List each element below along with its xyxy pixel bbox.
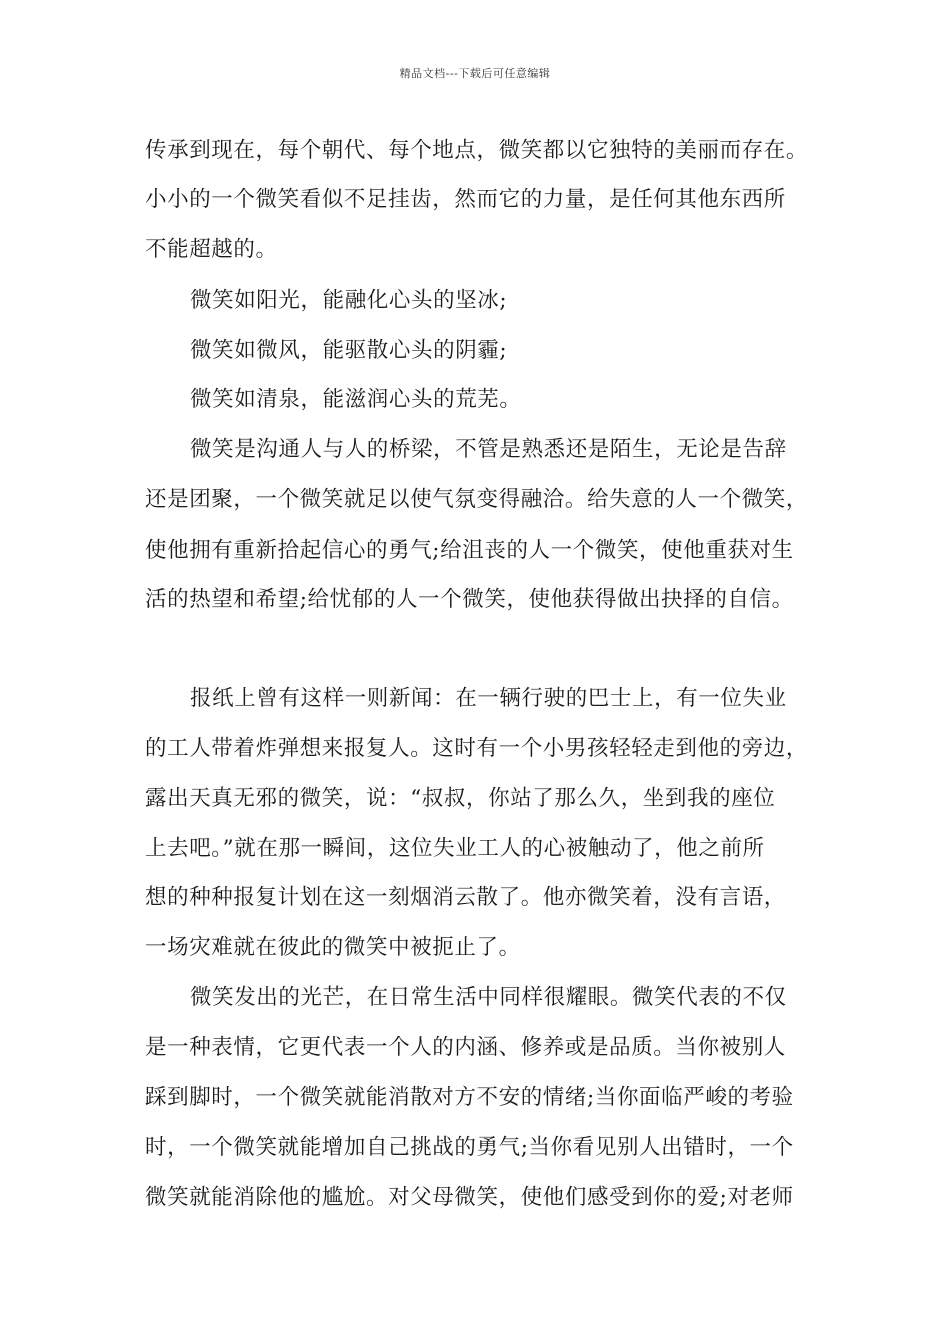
text-line: 微笑如清泉，能滋润心头的荒芜。 (190, 387, 522, 412)
text-line: 时，一个微笑就能增加自己挑战的勇气;当你看见别人出错时，一个 (145, 1135, 794, 1160)
text-line: 的工人带着炸弹想来报复人。这时有一个小男孩轻轻走到他的旁边， (145, 736, 809, 761)
text-line: 小小的一个微笑看似不足挂齿，然而它的力量，是任何其他东西所 (145, 187, 786, 212)
text-line: 踩到脚时，一个微笑就能消散对方不安的情绪;当你面临严峻的考验 (145, 1085, 794, 1110)
text-line: 想的种种报复计划在这一刻烟消云散了。他亦微笑着，没有言语， (145, 885, 786, 910)
text-line: 活的热望和希望;给忧郁的人一个微笑，使他获得做出抉择的自信。 (145, 587, 794, 612)
text-line: 微笑发出的光芒，在日常生活中同样很耀眼。微笑代表的不仅 (190, 985, 787, 1010)
text-line: 微笑如微风，能驱散心头的阴霾; (190, 338, 508, 363)
text-line: 还是团聚，一个微笑就足以使气氛变得融洽。给失意的人一个微笑， (145, 487, 809, 512)
text-line: 微笑就能消除他的尴尬。对父母微笑，使他们感受到你的爱;对老师 (145, 1185, 794, 1210)
text-line: 微笑如阳光，能融化心头的坚冰; (190, 288, 508, 313)
text-line: 不能超越的。 (145, 237, 278, 262)
text-line: 传承到现在，每个朝代、每个地点，微笑都以它独特的美丽而存在。 (145, 138, 809, 163)
text-line: 微笑是沟通人与人的桥梁，不管是熟悉还是陌生，无论是告辞 (190, 437, 787, 462)
text-line: 报纸上曾有这样一则新闻：在一辆行驶的巴士上，有一位失业 (190, 686, 787, 711)
text-line: 露出天真无邪的微笑，说：“叔叔，你站了那么久，坐到我的座位 (145, 786, 776, 811)
text-line: 使他拥有重新拾起信心的勇气;给沮丧的人一个微笑，使他重获对生 (145, 538, 794, 563)
text-line: 一场灾难就在彼此的微笑中被扼止了。 (145, 935, 521, 960)
text-line: 上去吧。”就在那一瞬间，这位失业工人的心被触动了，他之前所 (145, 836, 765, 861)
page-header: 精品文档---下载后可任意编辑 (399, 67, 551, 80)
text-line: 是一种表情，它更代表一个人的内涵、修养或是品质。当你被别人 (145, 1035, 786, 1060)
